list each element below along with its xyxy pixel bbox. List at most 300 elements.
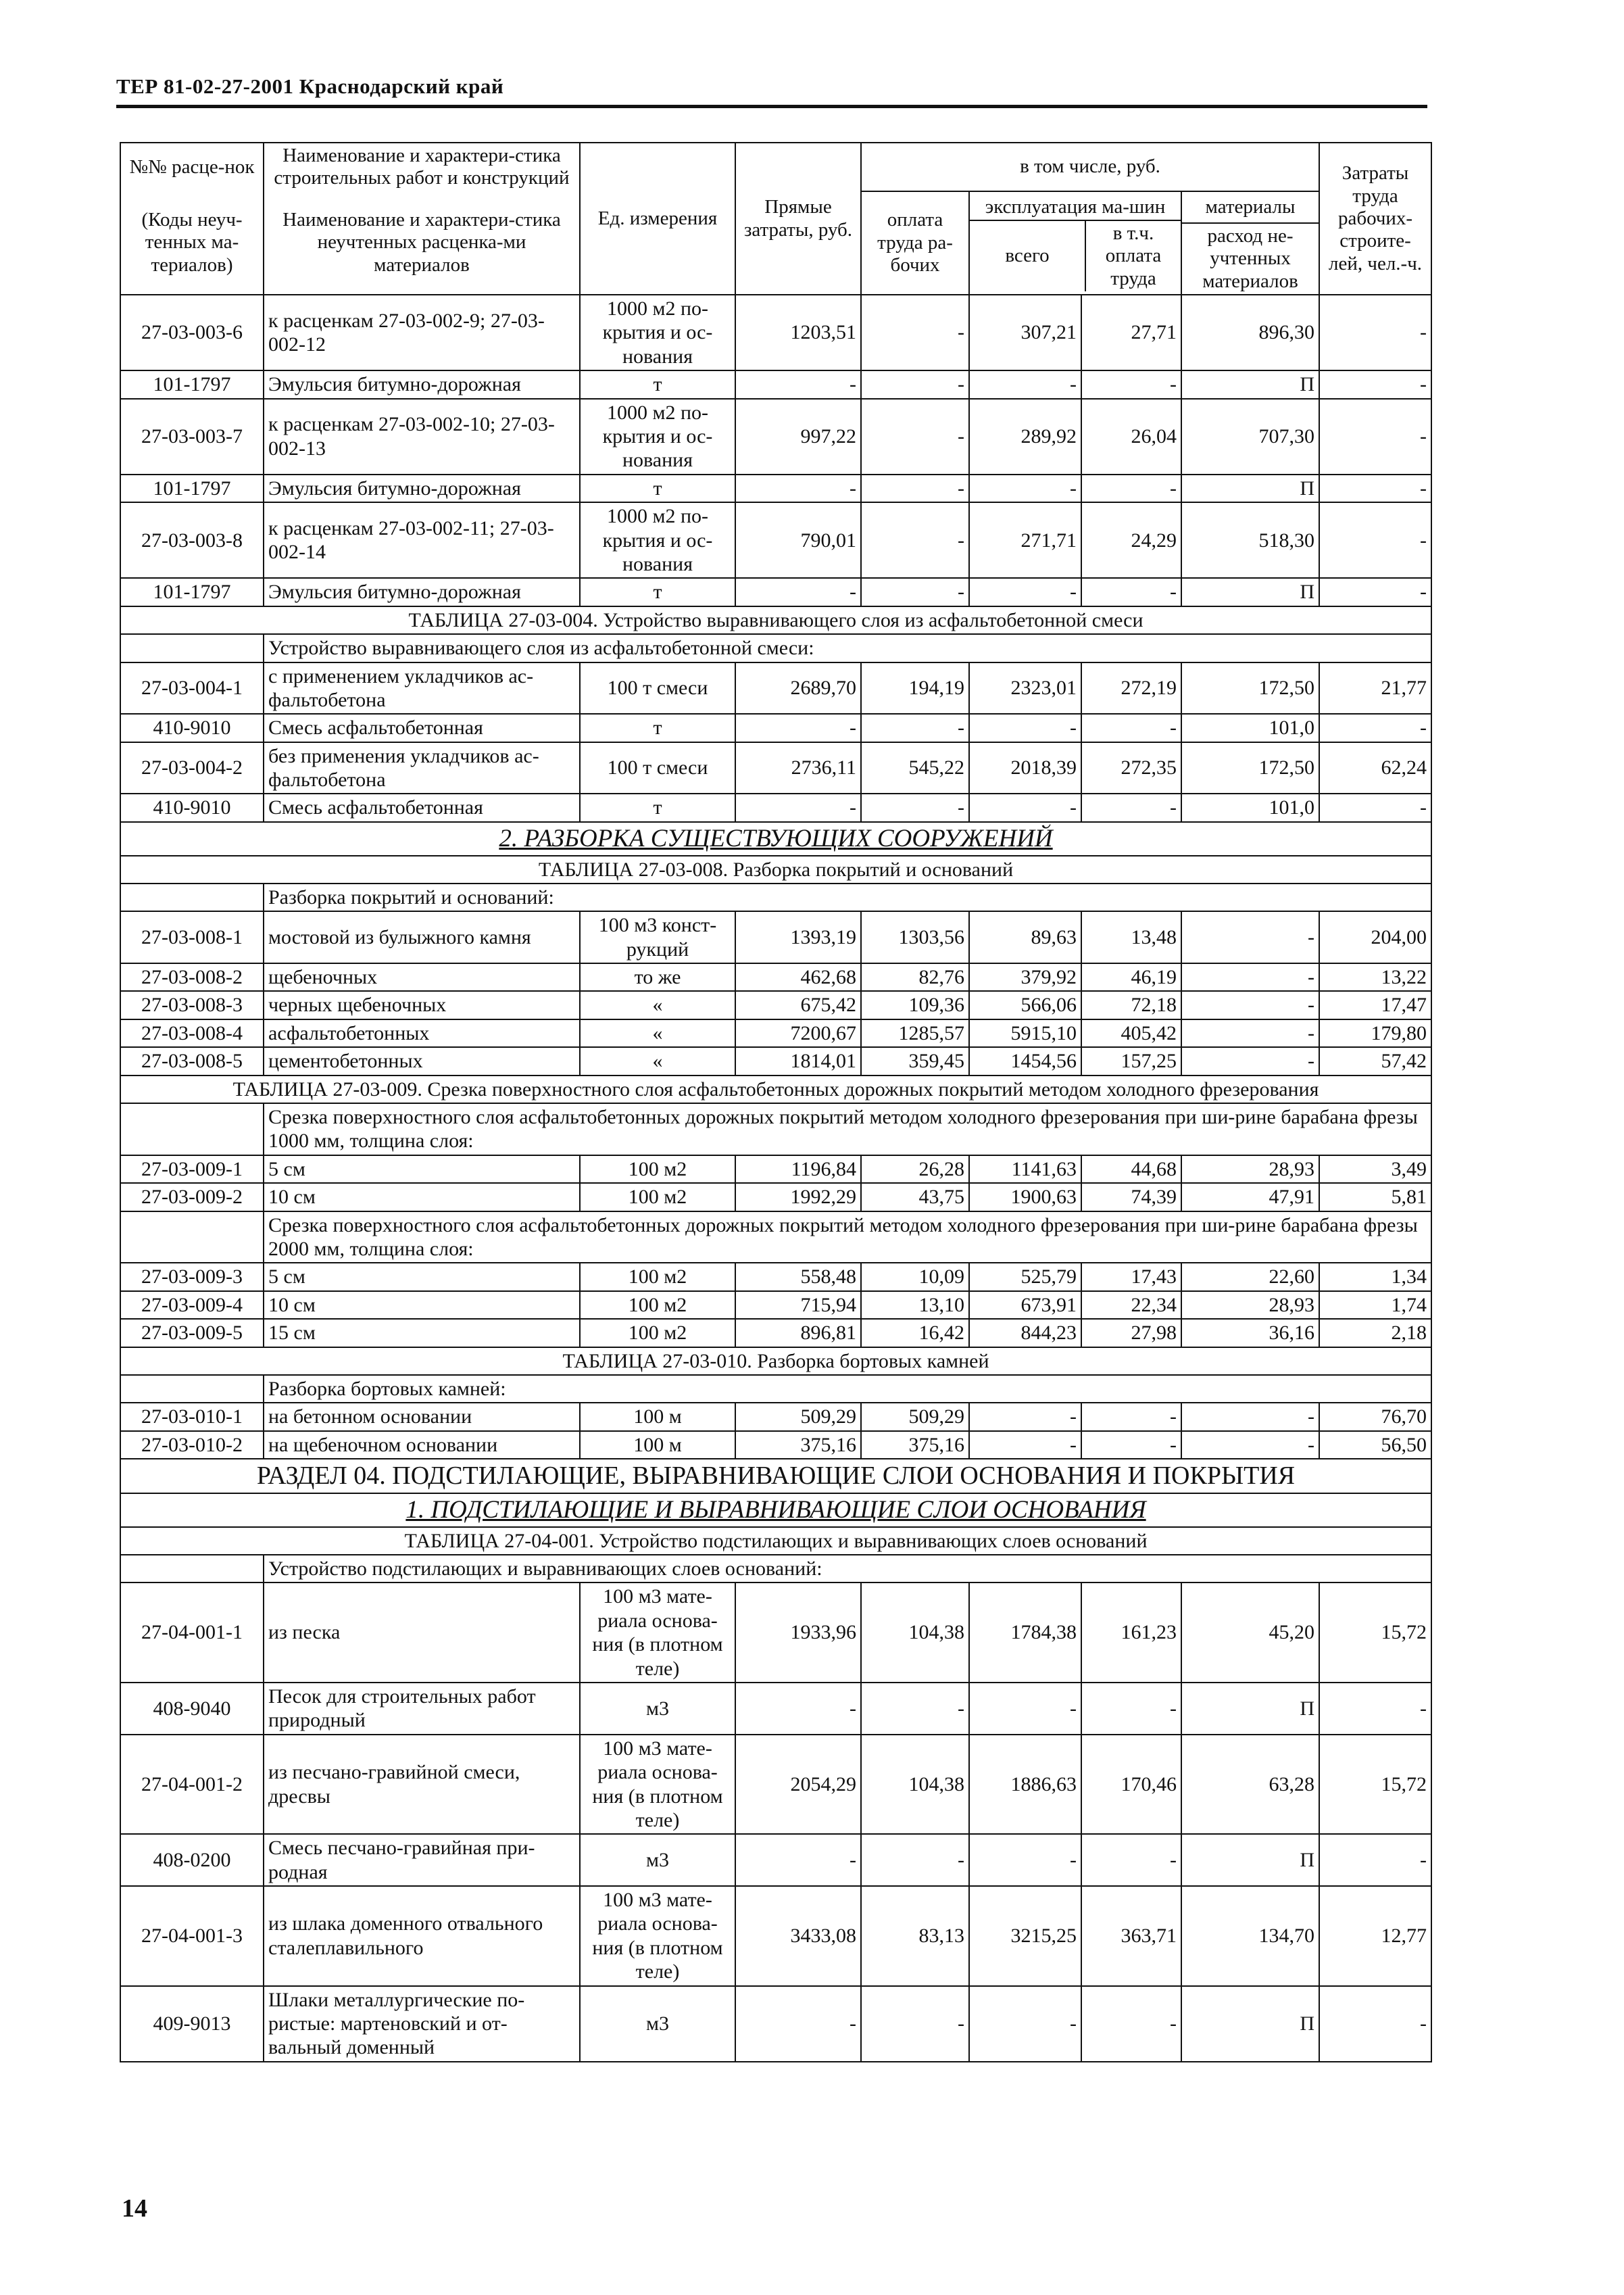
- group-title: Срезка поверхностного слоя асфальтобетонных дорожных покрытий методом холодного фрезерования при ши-рине барабана фрезы 2000 мм, толщина слоя:: [264, 1211, 1431, 1263]
- table-row: [120, 295, 1431, 370]
- subsection-title: 2. РАЗБОРКА СУЩЕСТВУЮЩИХ СООРУЖЕНИЙ: [120, 822, 1431, 856]
- cell-mat: П: [1181, 475, 1319, 502]
- table-row: [120, 1431, 1431, 1459]
- cell-unit: 100 т смеси: [580, 662, 735, 715]
- cell-labor: 76,70: [1319, 1403, 1431, 1430]
- cell-direct: 715,94: [735, 1291, 861, 1319]
- cell-wages: 109,36: [861, 991, 969, 1019]
- cell-mwages: 170,46: [1081, 1735, 1181, 1835]
- cell-name: на бетонном основании: [264, 1403, 580, 1430]
- table-row: [120, 1403, 1431, 1430]
- cell-mach: -: [969, 475, 1081, 502]
- cell-name: из шлака доменного отвального сталеплавильного: [264, 1886, 580, 1986]
- cell-wages: 194,19: [861, 662, 969, 715]
- cell-mach: -: [969, 370, 1081, 398]
- cell-direct: 509,29: [735, 1403, 861, 1430]
- cell-labor: 1,34: [1319, 1263, 1431, 1290]
- cell-name: из песчано-гравийной смеси, дресвы: [264, 1735, 580, 1835]
- cell-labor: -: [1319, 1683, 1431, 1735]
- table-row: [120, 1263, 1431, 1290]
- table-row: [120, 1291, 1431, 1319]
- table-row: [120, 1735, 1431, 1835]
- cell-mwages: -: [1081, 370, 1181, 398]
- cell-direct: -: [735, 1834, 861, 1886]
- cell-wages: -: [861, 1683, 969, 1735]
- cell-mwages: 22,34: [1081, 1291, 1181, 1319]
- page-header-title: ТЕР 81-02-27-2001 Краснодарский край: [116, 74, 504, 98]
- cell-direct: -: [735, 475, 861, 502]
- group-title-row: [120, 634, 1431, 662]
- group-title-row: [120, 1211, 1431, 1263]
- cell-labor: 17,47: [1319, 991, 1431, 1019]
- cell-code: 409-9013: [120, 1986, 264, 2062]
- col-incl-header: в том числе, руб.: [861, 143, 1319, 191]
- cell-code: 27-03-004-1: [120, 662, 264, 715]
- cell-mwages: -: [1081, 578, 1181, 606]
- cell-mach: 525,79: [969, 1263, 1081, 1290]
- table-row: [120, 1047, 1431, 1075]
- cell-labor: 21,77: [1319, 662, 1431, 715]
- cell-labor: -: [1319, 714, 1431, 742]
- cell-mach: 1900,63: [969, 1183, 1081, 1211]
- cell-name: к расценкам 27-03-002-11; 27-03-002-14: [264, 502, 580, 578]
- cell-mwages: 26,04: [1081, 399, 1181, 475]
- cell-unit: т: [580, 794, 735, 821]
- table-title: ТАБЛИЦА 27-03-008. Разборка покрытий и оснований: [120, 856, 1431, 884]
- cell-mat: 47,91: [1181, 1183, 1319, 1211]
- cell-wages: 43,75: [861, 1183, 969, 1211]
- cell-labor: 12,77: [1319, 1886, 1431, 1986]
- table-body: [120, 295, 1431, 2062]
- material-row: [120, 1986, 1431, 2062]
- cell-code: 27-03-010-2: [120, 1431, 264, 1459]
- cell-mwages: 24,29: [1081, 502, 1181, 578]
- table-title: ТАБЛИЦА 27-03-010. Разборка бортовых камней: [120, 1347, 1431, 1375]
- cell-direct: -: [735, 370, 861, 398]
- table-row: [120, 991, 1431, 1019]
- cell-direct: 1992,29: [735, 1183, 861, 1211]
- cell-direct: 462,68: [735, 963, 861, 991]
- cell-direct: -: [735, 578, 861, 606]
- cell-labor: 179,80: [1319, 1019, 1431, 1047]
- cell-name: 10 см: [264, 1291, 580, 1319]
- cell-code: 27-03-008-1: [120, 911, 264, 963]
- cell-code: 27-04-001-2: [120, 1735, 264, 1835]
- group-title-row: [120, 1375, 1431, 1403]
- cell-wages: -: [861, 794, 969, 821]
- table-row: [120, 1886, 1431, 1986]
- col-name-header: Наименование и характери-стика строительных работ и конструкций: [264, 143, 580, 191]
- cell-unit: 100 м2: [580, 1319, 735, 1347]
- cell-mat: 36,16: [1181, 1319, 1319, 1347]
- cell-unit: 100 м: [580, 1431, 735, 1459]
- cell-labor: 15,72: [1319, 1583, 1431, 1683]
- group-title: Устройство подстилающих и выравнивающих слоев оснований:: [264, 1555, 1431, 1583]
- cell-empty: [120, 1555, 264, 1583]
- cell-name: Смесь песчано-гравийная при-родная: [264, 1834, 580, 1886]
- cell-mach: 289,92: [969, 399, 1081, 475]
- cell-unit: 1000 м2 по-крытия и ос-нования: [580, 295, 735, 370]
- cell-labor: 3,49: [1319, 1155, 1431, 1183]
- cell-labor: 62,24: [1319, 742, 1431, 794]
- cell-code: 410-9010: [120, 794, 264, 821]
- cell-code: 101-1797: [120, 370, 264, 398]
- cell-wages: -: [861, 1834, 969, 1886]
- cell-mwages: -: [1081, 1683, 1181, 1735]
- cell-mat: -: [1181, 963, 1319, 991]
- cell-mwages: 44,68: [1081, 1155, 1181, 1183]
- page-number: 14: [122, 2194, 147, 2223]
- cell-direct: 3433,08: [735, 1886, 861, 1986]
- table-row: [120, 963, 1431, 991]
- cell-mat: -: [1181, 1047, 1319, 1075]
- table-row: [120, 1155, 1431, 1183]
- cell-name: 10 см: [264, 1183, 580, 1211]
- col-labor-header: Затраты труда рабочих-строите-лей, чел.-ч.: [1319, 143, 1431, 295]
- cell-mach: -: [969, 1834, 1081, 1886]
- header-row-1: [120, 143, 1431, 191]
- cell-mach: 271,71: [969, 502, 1081, 578]
- material-row: [120, 370, 1431, 398]
- cell-labor: 13,22: [1319, 963, 1431, 991]
- cell-name: 15 см: [264, 1319, 580, 1347]
- cell-direct: 7200,67: [735, 1019, 861, 1047]
- cell-labor: -: [1319, 578, 1431, 606]
- cell-mach: 1784,38: [969, 1583, 1081, 1683]
- cell-mwages: 157,25: [1081, 1047, 1181, 1075]
- cell-code: 101-1797: [120, 578, 264, 606]
- cell-mat: 101,0: [1181, 714, 1319, 742]
- materials-label: материалы: [1182, 192, 1319, 224]
- cell-unit: 100 м3 конст-рукций: [580, 911, 735, 963]
- col-direct-header: Прямые затраты, руб.: [735, 143, 861, 295]
- cell-code: 27-03-009-3: [120, 1263, 264, 1290]
- cell-mach: -: [969, 578, 1081, 606]
- cell-code: 27-03-009-1: [120, 1155, 264, 1183]
- cell-unit: 100 т смеси: [580, 742, 735, 794]
- cell-mwages: -: [1081, 1834, 1181, 1886]
- cell-wages: -: [861, 578, 969, 606]
- section-title: РАЗДЕЛ 04. ПОДСТИЛАЮЩИЕ, ВЫРАВНИВАЮЩИЕ СЛОИ ОСНОВАНИЯ И ПОКРЫТИЯ: [120, 1459, 1431, 1493]
- group-title-row: [120, 1555, 1431, 1583]
- cell-direct: -: [735, 794, 861, 821]
- cell-direct: 2689,70: [735, 662, 861, 715]
- cell-code: 27-04-001-3: [120, 1886, 264, 1986]
- cell-labor: -: [1319, 295, 1431, 370]
- cell-code: 27-03-009-4: [120, 1291, 264, 1319]
- cell-mat: П: [1181, 370, 1319, 398]
- section-title-row: [120, 1459, 1431, 1493]
- cell-name: щебеночных: [264, 963, 580, 991]
- cell-mwages: 161,23: [1081, 1583, 1181, 1683]
- cell-mach: -: [969, 1986, 1081, 2062]
- cell-code: 27-03-009-5: [120, 1319, 264, 1347]
- cell-unit: м3: [580, 1834, 735, 1886]
- cell-direct: 1814,01: [735, 1047, 861, 1075]
- cell-mat: 172,50: [1181, 662, 1319, 715]
- cell-mat: П: [1181, 1683, 1319, 1735]
- cell-unit: 100 м2: [580, 1263, 735, 1290]
- cell-wages: 375,16: [861, 1431, 969, 1459]
- cell-empty: [120, 634, 264, 662]
- table-title: ТАБЛИЦА 27-04-001. Устройство подстилающих и выравнивающих слоев оснований: [120, 1527, 1431, 1555]
- cell-wages: 1303,56: [861, 911, 969, 963]
- cell-mach: 844,23: [969, 1319, 1081, 1347]
- cell-wages: 545,22: [861, 742, 969, 794]
- cell-labor: -: [1319, 1986, 1431, 2062]
- cell-labor: -: [1319, 794, 1431, 821]
- cell-wages: -: [861, 370, 969, 398]
- material-row: [120, 714, 1431, 742]
- cell-labor: 56,50: [1319, 1431, 1431, 1459]
- cell-mach: 2018,39: [969, 742, 1081, 794]
- cell-mwages: 13,48: [1081, 911, 1181, 963]
- cell-code: 27-03-010-1: [120, 1403, 264, 1430]
- cell-wages: -: [861, 295, 969, 370]
- cell-name: Песок для строительных работ природный: [264, 1683, 580, 1735]
- cell-mwages: -: [1081, 1431, 1181, 1459]
- cell-wages: -: [861, 1986, 969, 2062]
- cell-mwages: 27,71: [1081, 295, 1181, 370]
- cell-code: 27-03-003-6: [120, 295, 264, 370]
- cell-mach: 1141,63: [969, 1155, 1081, 1183]
- cell-unit: т: [580, 370, 735, 398]
- cell-mach: 566,06: [969, 991, 1081, 1019]
- cell-mach: -: [969, 1431, 1081, 1459]
- group-title: Разборка бортовых камней:: [264, 1375, 1431, 1403]
- cell-mach: -: [969, 714, 1081, 742]
- cell-mwages: 272,19: [1081, 662, 1181, 715]
- cell-name: с применением укладчиков ас-фальтобетона: [264, 662, 580, 715]
- header-rule: [116, 105, 1427, 108]
- cell-name: мостовой из булыжного камня: [264, 911, 580, 963]
- cell-name: из песка: [264, 1583, 580, 1683]
- cell-unit: 100 м3 мате-риала основа-ния (в плотном теле): [580, 1735, 735, 1835]
- table-row: [120, 1319, 1431, 1347]
- col-machines-header: [969, 191, 1181, 295]
- table-row: [120, 1019, 1431, 1047]
- machines-label: эксплуатация ма-шин: [970, 195, 1181, 221]
- cell-mach: 2323,01: [969, 662, 1081, 715]
- cell-mwages: -: [1081, 794, 1181, 821]
- cell-direct: 1196,84: [735, 1155, 861, 1183]
- subsection-title-row: [120, 1493, 1431, 1527]
- cell-labor: 15,72: [1319, 1735, 1431, 1835]
- table-row: [120, 911, 1431, 963]
- cell-mach: 1886,63: [969, 1735, 1081, 1835]
- cell-mat: 28,93: [1181, 1155, 1319, 1183]
- cell-direct: -: [735, 714, 861, 742]
- cell-unit: т: [580, 475, 735, 502]
- cell-mat: -: [1181, 911, 1319, 963]
- cell-unit: 1000 м2 по-крытия и ос-нования: [580, 399, 735, 475]
- cell-name: Смесь асфальтобетонная: [264, 714, 580, 742]
- cell-wages: -: [861, 399, 969, 475]
- table-title-row: [120, 1076, 1431, 1103]
- cell-wages: 16,42: [861, 1319, 969, 1347]
- cell-labor: -: [1319, 1834, 1431, 1886]
- cell-code: 408-9040: [120, 1683, 264, 1735]
- materials-sub-label: расход не-учтенных материалов: [1202, 225, 1298, 292]
- cell-code: 27-04-001-1: [120, 1583, 264, 1683]
- table-row: [120, 1583, 1431, 1683]
- table-title-row: [120, 1347, 1431, 1375]
- cell-labor: 5,81: [1319, 1183, 1431, 1211]
- cell-code: 27-03-008-2: [120, 963, 264, 991]
- cell-name: 5 см: [264, 1155, 580, 1183]
- cell-empty: [120, 884, 264, 911]
- cell-wages: 104,38: [861, 1735, 969, 1835]
- col-materials-header: [1181, 191, 1319, 295]
- table-title: ТАБЛИЦА 27-03-009. Срезка поверхностного слоя асфальтобетонных дорожных покрытий методом холодного фрезерования: [120, 1076, 1431, 1103]
- cell-mach: 5915,10: [969, 1019, 1081, 1047]
- cell-code: 27-03-008-4: [120, 1019, 264, 1047]
- cell-mach: 379,92: [969, 963, 1081, 991]
- cell-direct: 1933,96: [735, 1583, 861, 1683]
- cell-mat: 22,60: [1181, 1263, 1319, 1290]
- cell-wages: 10,09: [861, 1263, 969, 1290]
- table-row: [120, 742, 1431, 794]
- cell-unit: 100 м3 мате-риала основа-ния (в плотном теле): [580, 1583, 735, 1683]
- cell-empty: [120, 1375, 264, 1403]
- cell-mat: -: [1181, 991, 1319, 1019]
- cell-unit: «: [580, 1047, 735, 1075]
- cell-direct: 896,81: [735, 1319, 861, 1347]
- table-title-row: [120, 856, 1431, 884]
- cell-direct: 558,48: [735, 1263, 861, 1290]
- cell-unit: 100 м3 мате-риала основа-ния (в плотном теле): [580, 1886, 735, 1986]
- price-table: [120, 142, 1432, 2062]
- cell-code: 27-03-008-3: [120, 991, 264, 1019]
- cell-name: черных щебеночных: [264, 991, 580, 1019]
- cell-code: 101-1797: [120, 475, 264, 502]
- cell-wages: 104,38: [861, 1583, 969, 1683]
- table-row: [120, 662, 1431, 715]
- table-row: [120, 1183, 1431, 1211]
- cell-wages: -: [861, 502, 969, 578]
- cell-mat: 896,30: [1181, 295, 1319, 370]
- cell-labor: -: [1319, 399, 1431, 475]
- cell-unit: «: [580, 1019, 735, 1047]
- cell-direct: 375,16: [735, 1431, 861, 1459]
- group-title: Разборка покрытий и оснований:: [264, 884, 1431, 911]
- cell-code: 27-03-003-7: [120, 399, 264, 475]
- material-row: [120, 578, 1431, 606]
- cell-mat: -: [1181, 1403, 1319, 1430]
- cell-mach: -: [969, 794, 1081, 821]
- cell-unit: т: [580, 714, 735, 742]
- cell-mach: -: [969, 1403, 1081, 1430]
- cell-name: к расценкам 27-03-002-10; 27-03-002-13: [264, 399, 580, 475]
- cell-unit: «: [580, 991, 735, 1019]
- cell-wages: 13,10: [861, 1291, 969, 1319]
- cell-name: Шлаки металлургические по-ристые: мартеновский и от-вальный доменный: [264, 1986, 580, 2062]
- group-title: Срезка поверхностного слоя асфальтобетонных дорожных покрытий методом холодного фрезерования при ши-рине барабана фрезы 1000 мм, толщина слоя:: [264, 1103, 1431, 1155]
- cell-mwages: 17,43: [1081, 1263, 1181, 1290]
- cell-unit: 100 м2: [580, 1291, 735, 1319]
- cell-mat: П: [1181, 578, 1319, 606]
- cell-mat: -: [1181, 1431, 1319, 1459]
- cell-direct: 1393,19: [735, 911, 861, 963]
- cell-name: без применения укладчиков ас-фальтобетона: [264, 742, 580, 794]
- cell-unit: 100 м2: [580, 1155, 735, 1183]
- cell-mwages: -: [1081, 714, 1181, 742]
- table-title-row: [120, 1527, 1431, 1555]
- cell-mat: П: [1181, 1834, 1319, 1886]
- cell-wages: 359,45: [861, 1047, 969, 1075]
- table-title-row: [120, 606, 1431, 634]
- cell-wages: 82,76: [861, 963, 969, 991]
- cell-direct: 997,22: [735, 399, 861, 475]
- cell-mat: -: [1181, 1019, 1319, 1047]
- cell-name: асфальтобетонных: [264, 1019, 580, 1047]
- cell-code: 27-03-008-5: [120, 1047, 264, 1075]
- cell-code: 408-0200: [120, 1834, 264, 1886]
- cell-direct: 1203,51: [735, 295, 861, 370]
- cell-mat: П: [1181, 1986, 1319, 2062]
- cell-code: 27-03-009-2: [120, 1183, 264, 1211]
- cell-mat: 45,20: [1181, 1583, 1319, 1683]
- group-title-row: [120, 884, 1431, 911]
- cell-direct: 790,01: [735, 502, 861, 578]
- cell-mwages: 72,18: [1081, 991, 1181, 1019]
- cell-direct: -: [735, 1683, 861, 1735]
- cell-direct: 2054,29: [735, 1735, 861, 1835]
- cell-mach: 307,21: [969, 295, 1081, 370]
- cell-mwages: 74,39: [1081, 1183, 1181, 1211]
- material-row: [120, 1683, 1431, 1735]
- col-code-subheader: (Коды неуч-тенных ма-териалов): [120, 191, 264, 295]
- table-row: [120, 502, 1431, 578]
- cell-labor: 1,74: [1319, 1291, 1431, 1319]
- cell-mat: 172,50: [1181, 742, 1319, 794]
- cell-mat: 63,28: [1181, 1735, 1319, 1835]
- cell-mwages: -: [1081, 475, 1181, 502]
- cell-mat: 518,30: [1181, 502, 1319, 578]
- cell-mach: 1454,56: [969, 1047, 1081, 1075]
- cell-wages: 1285,57: [861, 1019, 969, 1047]
- table-title: ТАБЛИЦА 27-03-004. Устройство выравнивающего слоя из асфальтобетонной смеси: [120, 606, 1431, 634]
- group-title: Устройство выравнивающего слоя из асфальтобетонной смеси:: [264, 634, 1431, 662]
- cell-wages: -: [861, 475, 969, 502]
- cell-name: 5 см: [264, 1263, 580, 1290]
- cell-wages: 26,28: [861, 1155, 969, 1183]
- cell-mat: 101,0: [1181, 794, 1319, 821]
- cell-name: Эмульсия битумно-дорожная: [264, 578, 580, 606]
- col-unit-header: Ед. измерения: [580, 143, 735, 295]
- cell-labor: 204,00: [1319, 911, 1431, 963]
- cell-unit: то же: [580, 963, 735, 991]
- subsection-title: 1. ПОДСТИЛАЮЩИЕ И ВЫРАВНИВАЮЩИЕ СЛОИ ОСНОВАНИЯ: [120, 1493, 1431, 1527]
- cell-mat: 707,30: [1181, 399, 1319, 475]
- cell-mach: -: [969, 1683, 1081, 1735]
- cell-empty: [120, 1103, 264, 1155]
- cell-unit: 100 м2: [580, 1183, 735, 1211]
- table-row: [120, 399, 1431, 475]
- group-title-row: [120, 1103, 1431, 1155]
- cell-mwages: 363,71: [1081, 1886, 1181, 1986]
- cell-code: 27-03-004-2: [120, 742, 264, 794]
- machines-total-label: всего: [970, 221, 1086, 291]
- cell-mwages: 272,35: [1081, 742, 1181, 794]
- cell-mwages: -: [1081, 1986, 1181, 2062]
- col-name-subheader: Наименование и характери-стика неучтенных расценка-ми материалов: [264, 191, 580, 295]
- cell-mwages: 27,98: [1081, 1319, 1181, 1347]
- col-code-header: №№ расце-нок: [120, 143, 264, 191]
- cell-labor: 2,18: [1319, 1319, 1431, 1347]
- cell-unit: м3: [580, 1986, 735, 2062]
- material-row: [120, 794, 1431, 821]
